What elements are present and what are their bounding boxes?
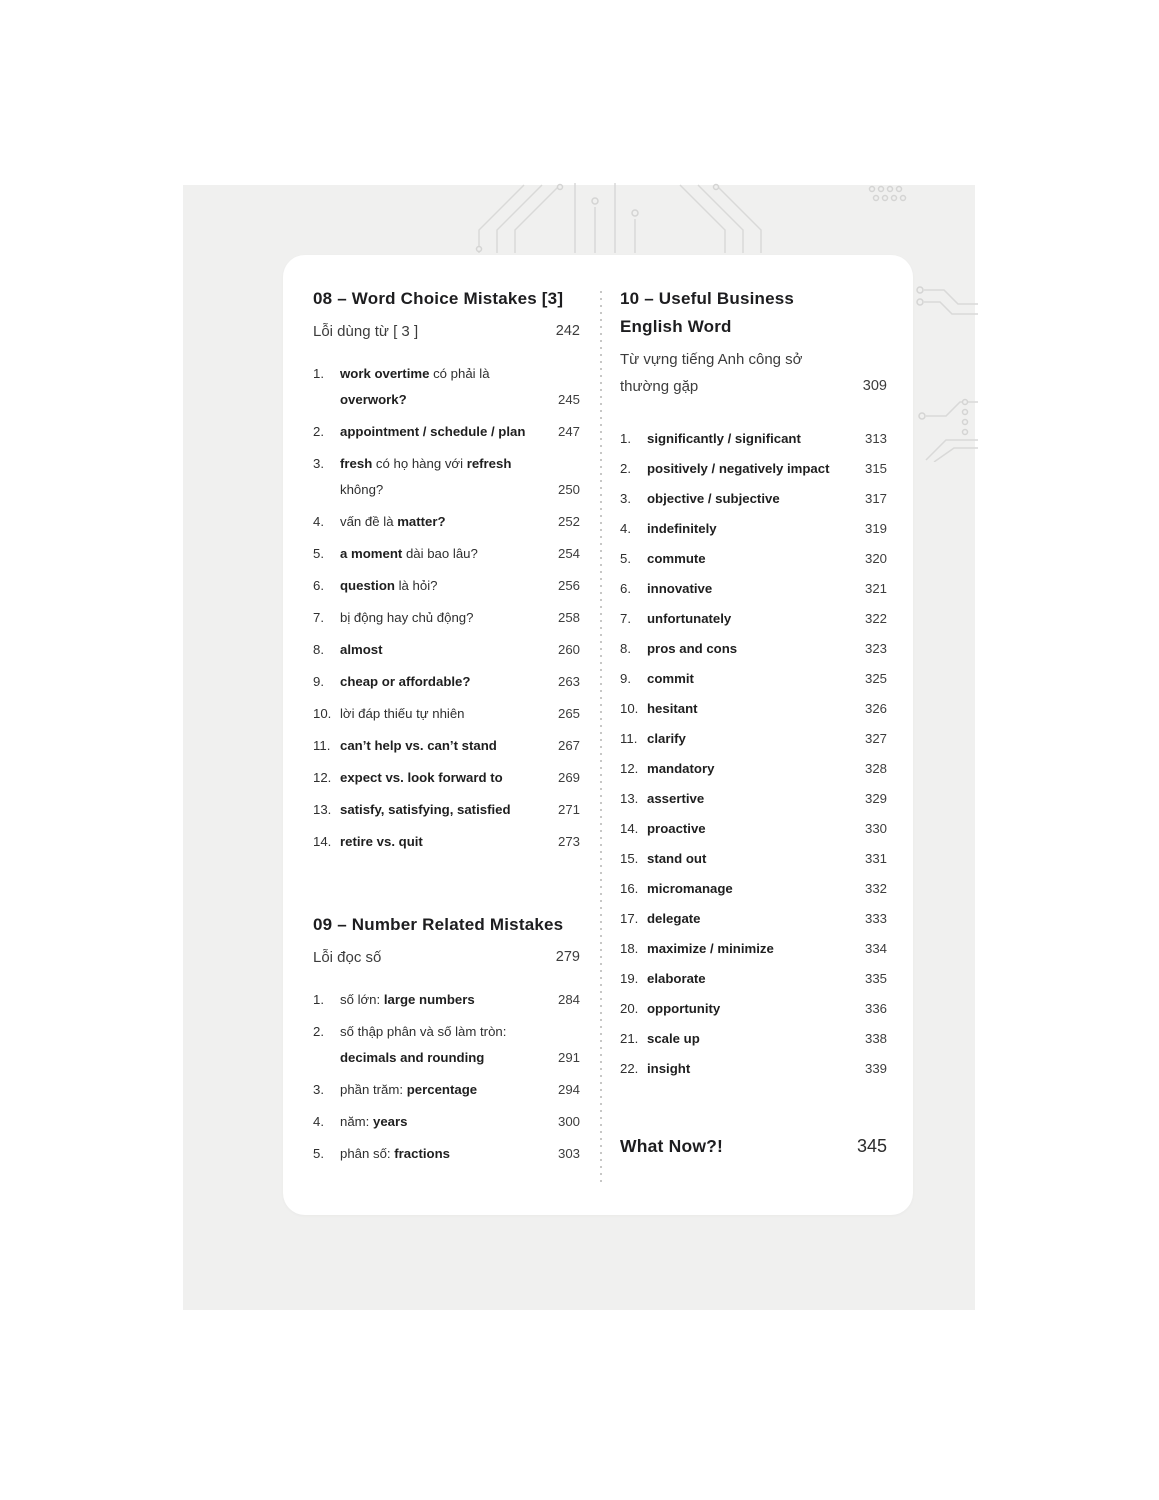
item-text: [340, 573, 550, 599]
toc-item: [620, 456, 887, 482]
toc-text-segment: opportunity: [647, 1001, 721, 1016]
item-number: 5.: [620, 551, 631, 566]
toc-text-segment: overwork?: [340, 392, 407, 407]
toc-text-segment: phần trăm:: [340, 1082, 407, 1097]
toc-text-segment: satisfy, satisfying, satisfied: [340, 802, 511, 817]
item-number: 2.: [313, 1024, 324, 1039]
toc-item-list: [313, 987, 580, 1167]
toc-text-segment: số lớn:: [340, 992, 384, 1007]
item-page: 256: [557, 578, 580, 593]
toc-section: [313, 285, 580, 855]
item-text: [340, 669, 550, 695]
item-page: 328: [864, 761, 887, 776]
toc-right-column: [602, 285, 887, 1187]
subtitle-page: 279: [555, 949, 580, 965]
toc-text-segment: clarify: [647, 731, 686, 746]
toc-item: [620, 1026, 887, 1052]
item-page: 330: [864, 821, 887, 836]
item-page: 260: [557, 642, 580, 657]
toc-item: [620, 666, 887, 692]
item-text: [340, 451, 550, 503]
item-text: [647, 936, 857, 962]
item-text: [340, 605, 550, 631]
toc-item: [313, 509, 580, 535]
item-page: 273: [557, 834, 580, 849]
item-number: 3.: [313, 456, 324, 471]
item-number: 4.: [620, 521, 631, 536]
toc-section: [620, 285, 887, 1082]
toc-text-segment: có họ hàng với: [372, 456, 467, 471]
item-page: 332: [864, 881, 887, 896]
toc-item: [313, 361, 580, 413]
item-page: 333: [864, 911, 887, 926]
toc-item: [313, 669, 580, 695]
toc-item: [620, 966, 887, 992]
item-number: 4.: [313, 1114, 324, 1129]
item-page: 320: [864, 551, 887, 566]
subtitle-page: 309: [862, 378, 887, 394]
item-number: 3.: [620, 491, 631, 506]
toc-text-segment: work overtime: [340, 366, 430, 381]
toc-text-segment: vấn đề là: [340, 514, 398, 529]
item-text: [340, 829, 550, 855]
toc-footer: [620, 1136, 887, 1157]
toc-text-segment: fresh: [340, 456, 373, 471]
toc-text-segment: Từ vựng tiếng Anh công sở: [620, 351, 803, 368]
item-page: 325: [864, 671, 887, 686]
section-title: 08 – Word Choice Mistakes [3]: [313, 289, 564, 308]
item-page: 252: [557, 514, 580, 529]
item-text: [340, 419, 550, 445]
toc-text-segment: là hỏi?: [394, 578, 438, 593]
toc-item: [620, 636, 887, 662]
toc-item: [313, 541, 580, 567]
item-number: 9.: [313, 674, 324, 689]
toc-text-segment: retire vs. quit: [340, 834, 423, 849]
toc-item: [620, 906, 887, 932]
toc-text-segment: dài bao lâu?: [402, 546, 478, 561]
toc-text-segment: micromanage: [647, 881, 733, 896]
toc-text-segment: assertive: [647, 791, 705, 806]
toc-text-segment: positively / negatively impact: [647, 461, 830, 476]
item-text: [647, 546, 857, 572]
footer-title: What Now?!: [620, 1136, 724, 1156]
toc-left-column: [313, 285, 600, 1187]
item-text: [647, 666, 857, 692]
item-number: 13.: [620, 791, 639, 806]
toc-text-segment: can’t help vs. can’t stand: [340, 738, 497, 753]
item-text: [647, 756, 857, 782]
toc-item: [313, 419, 580, 445]
item-number: 3.: [313, 1082, 324, 1097]
toc-item: [620, 786, 887, 812]
item-text: [647, 1056, 857, 1082]
toc-text-segment: pros and cons: [647, 641, 738, 656]
section-subtitle: [313, 944, 580, 971]
item-page: 326: [864, 701, 887, 716]
toc-text-segment: mandatory: [647, 761, 715, 776]
toc-text-segment: large numbers: [383, 992, 475, 1007]
toc-text-segment: proactive: [647, 821, 706, 836]
toc-text-segment: delegate: [647, 911, 701, 926]
toc-item: [620, 426, 887, 452]
item-page: 338: [864, 1031, 887, 1046]
toc-text-segment: thường gặp: [620, 378, 699, 395]
item-text: [647, 576, 857, 602]
toc-text-segment: có phải là: [429, 366, 490, 381]
item-text: [647, 726, 857, 752]
gray-panel: [183, 185, 975, 1310]
toc-item: [313, 987, 580, 1013]
item-text: [647, 786, 857, 812]
toc-item: [620, 486, 887, 512]
toc-text-segment: bị động hay chủ động?: [340, 610, 474, 625]
item-page: 250: [557, 482, 580, 497]
toc-item: [313, 1077, 580, 1103]
item-number: 22.: [620, 1061, 639, 1076]
toc-item: [620, 876, 887, 902]
item-number: 4.: [313, 514, 324, 529]
footer-page: 345: [856, 1136, 887, 1156]
toc-text-segment: significantly / significant: [647, 431, 801, 446]
item-page: 339: [864, 1061, 887, 1076]
item-number: 7.: [620, 611, 631, 626]
item-page: 335: [864, 971, 887, 986]
item-page: 327: [864, 731, 887, 746]
toc-item: [313, 733, 580, 759]
toc-text-segment: lời đáp thiếu tự nhiên: [340, 706, 465, 721]
item-number: 12.: [620, 761, 639, 776]
toc-text-segment: years: [372, 1114, 408, 1129]
item-number: 1.: [313, 992, 324, 1007]
item-text: [340, 765, 550, 791]
toc-text-segment: hesitant: [647, 701, 698, 716]
item-number: 5.: [313, 1146, 324, 1161]
toc-text-segment: stand out: [647, 851, 707, 866]
toc-item: [620, 696, 887, 722]
item-number: 15.: [620, 851, 639, 866]
toc-card: [283, 255, 913, 1215]
item-text: [647, 606, 857, 632]
item-page: 245: [557, 392, 580, 407]
item-text: [340, 733, 550, 759]
item-text: [647, 636, 857, 662]
item-number: 21.: [620, 1031, 639, 1046]
toc-text-segment: maximize / minimize: [647, 941, 774, 956]
toc-text-segment: almost: [340, 642, 383, 657]
toc-text-segment: decimals and rounding: [340, 1050, 485, 1065]
toc-text-segment: indefinitely: [647, 521, 717, 536]
toc-text-segment: appointment / schedule / plan: [340, 424, 526, 439]
item-page: 247: [557, 424, 580, 439]
toc-text-segment: Lỗi dùng từ [ 3 ]: [313, 323, 419, 340]
item-page: 284: [557, 992, 580, 1007]
item-number: 6.: [620, 581, 631, 596]
toc-text-segment: percentage: [406, 1082, 478, 1097]
item-number: 11.: [313, 738, 331, 753]
toc-text-segment: insight: [647, 1061, 691, 1076]
item-text: [340, 509, 550, 535]
item-number: 5.: [313, 546, 324, 561]
item-number: 8.: [620, 641, 631, 656]
toc-text-segment: không?: [340, 482, 384, 497]
item-page: 303: [557, 1146, 580, 1161]
item-page: 334: [864, 941, 887, 956]
item-page: 331: [864, 851, 887, 866]
item-page: 322: [864, 611, 887, 626]
subtitle-page: 242: [555, 323, 580, 339]
subtitle-text: [313, 318, 548, 345]
item-number: 6.: [313, 578, 324, 593]
item-page: 269: [557, 770, 580, 785]
item-page: 271: [557, 802, 580, 817]
item-number: 11.: [620, 731, 638, 746]
toc-item: [313, 797, 580, 823]
item-number: 12.: [313, 770, 332, 785]
toc-item: [620, 846, 887, 872]
toc-item: [313, 637, 580, 663]
toc-item: [620, 936, 887, 962]
section-subtitle: [313, 318, 580, 345]
item-text: [647, 846, 857, 872]
item-page: 267: [557, 738, 580, 753]
item-page: 313: [864, 431, 887, 446]
item-text: [340, 1019, 550, 1071]
item-number: 1.: [313, 366, 324, 381]
item-number: 13.: [313, 802, 332, 817]
toc-item: [620, 606, 887, 632]
toc-text-segment: refresh: [466, 456, 512, 471]
toc-item: [313, 451, 580, 503]
item-number: 2.: [620, 461, 631, 476]
item-page: 321: [864, 581, 887, 596]
item-page: 315: [864, 461, 887, 476]
item-text: [340, 701, 550, 727]
toc-item: [620, 726, 887, 752]
toc-item: [620, 546, 887, 572]
toc-item: [313, 1019, 580, 1071]
item-number: 14.: [620, 821, 639, 836]
toc-item: [313, 701, 580, 727]
toc-text-segment: commit: [647, 671, 694, 686]
item-text: [647, 906, 857, 932]
item-text: [340, 1141, 550, 1167]
item-number: 18.: [620, 941, 639, 956]
section-subtitle: [620, 346, 887, 400]
item-page: 336: [864, 1001, 887, 1016]
item-page: 263: [557, 674, 580, 689]
toc-item: [620, 516, 887, 542]
toc-text-segment: cheap or affordable?: [340, 674, 471, 689]
toc-text-segment: matter?: [397, 514, 446, 529]
item-text: [647, 876, 857, 902]
toc-text-segment: unfortunately: [647, 611, 732, 626]
item-page: 300: [557, 1114, 580, 1129]
toc-text-segment: fractions: [394, 1146, 450, 1161]
item-text: [647, 426, 857, 452]
toc-item-list: [313, 361, 580, 855]
item-number: 17.: [620, 911, 639, 926]
section-title: 10 – Useful Business English Word: [620, 289, 795, 336]
subtitle-text: [313, 944, 548, 971]
item-number: 16.: [620, 881, 639, 896]
item-page: 294: [557, 1082, 580, 1097]
item-number: 8.: [313, 642, 324, 657]
item-page: 317: [864, 491, 887, 506]
item-text: [647, 816, 857, 842]
toc-text-segment: năm:: [340, 1114, 373, 1129]
toc-item-list: [620, 426, 887, 1082]
item-text: [340, 1109, 550, 1135]
toc-text-segment: innovative: [647, 581, 713, 596]
toc-item: [313, 1141, 580, 1167]
toc-item: [313, 829, 580, 855]
subtitle-text: [620, 346, 855, 400]
toc-item: [313, 1109, 580, 1135]
item-page: 323: [864, 641, 887, 656]
item-text: [647, 1026, 857, 1052]
item-text: [647, 516, 857, 542]
toc-item: [620, 756, 887, 782]
item-page: 329: [864, 791, 887, 806]
toc-item: [620, 816, 887, 842]
item-page: 258: [557, 610, 580, 625]
toc-text-segment: commute: [647, 551, 706, 566]
toc-section: [313, 911, 580, 1167]
toc-text-segment: số thập phân và số làm tròn:: [340, 1024, 507, 1039]
item-text: [647, 486, 857, 512]
toc-item: [313, 605, 580, 631]
item-number: 7.: [313, 610, 324, 625]
section-title: 09 – Number Related Mistakes: [313, 915, 564, 934]
toc-item: [620, 996, 887, 1022]
item-number: 20.: [620, 1001, 639, 1016]
item-number: 10.: [313, 706, 332, 721]
item-page: 254: [557, 546, 580, 561]
toc-item: [620, 576, 887, 602]
item-text: [647, 966, 857, 992]
item-text: [340, 987, 550, 1013]
item-text: [647, 996, 857, 1022]
toc-text-segment: scale up: [647, 1031, 700, 1046]
toc-text-segment: expect vs. look forward to: [340, 770, 503, 785]
item-page: 319: [864, 521, 887, 536]
toc-text-segment: Lỗi đọc số: [313, 949, 382, 966]
item-text: [647, 696, 857, 722]
toc-text-segment: objective / subjective: [647, 491, 780, 506]
item-number: 2.: [313, 424, 324, 439]
toc-text-segment: phân số:: [340, 1146, 395, 1161]
item-number: 19.: [620, 971, 639, 986]
item-number: 1.: [620, 431, 631, 446]
item-page: 291: [557, 1050, 580, 1065]
toc-item: [620, 1056, 887, 1082]
item-text: [340, 1077, 550, 1103]
item-text: [647, 456, 857, 482]
item-text: [340, 541, 550, 567]
toc-item: [313, 765, 580, 791]
item-text: [340, 797, 550, 823]
item-text: [340, 361, 550, 413]
item-number: 14.: [313, 834, 332, 849]
toc-text-segment: elaborate: [647, 971, 706, 986]
toc-item: [313, 573, 580, 599]
item-number: 9.: [620, 671, 631, 686]
item-number: 10.: [620, 701, 639, 716]
toc-text-segment: question: [340, 578, 395, 593]
item-page: 265: [557, 706, 580, 721]
toc-text-segment: a moment: [340, 546, 403, 561]
item-text: [340, 637, 550, 663]
